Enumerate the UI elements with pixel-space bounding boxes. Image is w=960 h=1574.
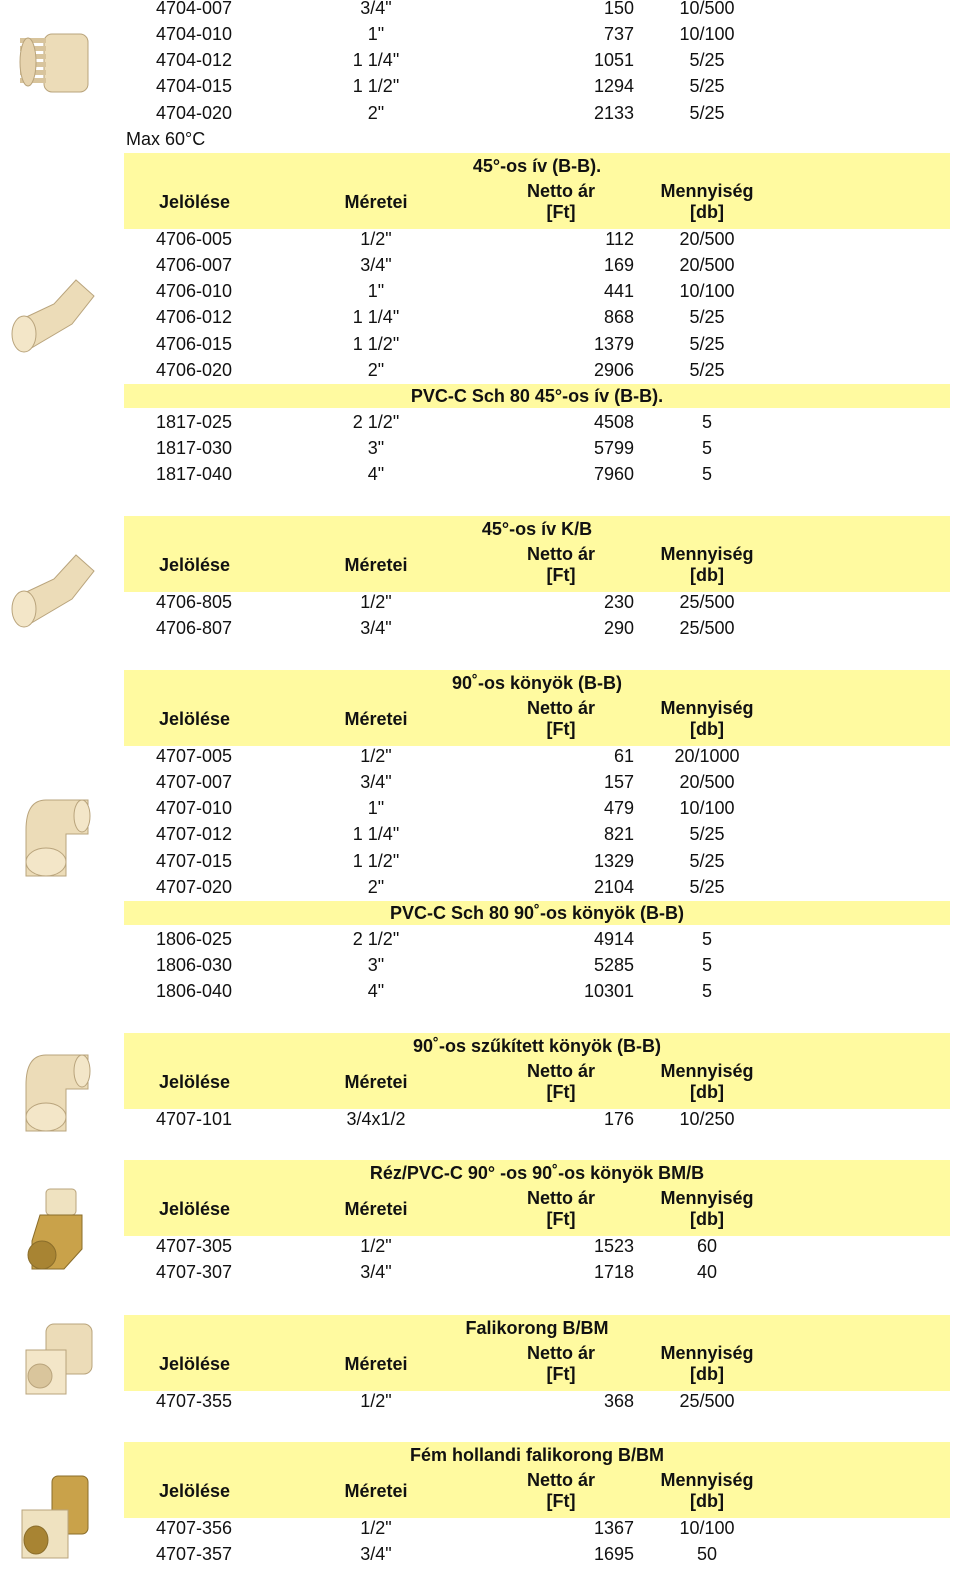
item-code: 1806-030 — [156, 955, 233, 976]
header-quantity-line2: [db] — [690, 1491, 724, 1511]
item-size: 1 1/4" — [352, 824, 400, 845]
item-quantity: 25/500 — [679, 1391, 735, 1411]
column-header-row — [0, 1059, 960, 1107]
item-code: 4707-007 — [156, 772, 233, 793]
section-title-text: 90˚-os szűkített könyök (B-B) — [412, 1036, 662, 1056]
header-price-line1: Netto ár — [526, 544, 596, 564]
item-price: 290 — [603, 618, 634, 639]
item-quantity: 5 — [701, 464, 713, 485]
table-row — [0, 1541, 960, 1567]
header-price-line1: Netto ár — [526, 1188, 596, 1208]
header-code: Jelölése — [159, 1072, 231, 1092]
item-size: 1/2" — [360, 229, 392, 249]
header-price — [527, 698, 595, 740]
header-size: Méretei — [344, 1481, 408, 1501]
column-header-row — [0, 542, 960, 590]
table-row — [0, 795, 960, 821]
table-row — [0, 769, 960, 795]
header-price — [527, 1188, 595, 1230]
section-title-text: 45°-os ív (B-B). — [472, 156, 602, 176]
table-row — [0, 926, 960, 952]
header-size: Méretei — [344, 1072, 408, 1092]
table-row — [0, 278, 960, 304]
header-quantity — [660, 1343, 753, 1385]
header-quantity-line1: Mennyiség — [660, 1470, 754, 1490]
item-price: 1367 — [593, 1518, 634, 1538]
item-price: 1329 — [593, 850, 634, 871]
header-quantity — [660, 1061, 753, 1103]
header-price — [527, 1061, 595, 1103]
item-size: 3/4" — [360, 618, 392, 639]
table-row — [0, 978, 960, 1004]
header-quantity-line2: [db] — [690, 1209, 724, 1229]
item-price: 169 — [603, 255, 634, 276]
item-code: 4706-020 — [156, 359, 233, 380]
header-quantity-line1: Mennyiség — [660, 1343, 754, 1363]
item-code: 4707-357 — [156, 1544, 233, 1565]
header-price-line1: Netto ár — [526, 1061, 596, 1081]
item-quantity: 5 — [701, 438, 713, 459]
header-code: Jelölése — [159, 1199, 231, 1219]
table-row — [0, 743, 960, 769]
item-size: 1/2" — [360, 746, 392, 766]
item-size: 2" — [367, 359, 385, 380]
section-title — [124, 670, 950, 696]
header-quantity-line2: [db] — [690, 565, 724, 585]
header-quantity-line1: Mennyiség — [660, 1061, 754, 1081]
item-size: 1 1/4" — [352, 307, 400, 328]
header-quantity-line1: Mennyiség — [660, 544, 754, 564]
table-row — [0, 821, 960, 847]
header-price-line1: Netto ár — [526, 1343, 596, 1363]
header-size: Méretei — [344, 192, 408, 212]
item-size: 3" — [367, 955, 385, 976]
table-row — [0, 848, 960, 874]
item-code: 4704-012 — [156, 50, 233, 71]
item-size: 2 1/2" — [352, 412, 400, 433]
item-quantity: 5/25 — [689, 307, 725, 328]
item-price: 4914 — [593, 929, 634, 950]
item-code: 4706-805 — [156, 592, 233, 612]
item-price: 5799 — [593, 438, 634, 459]
table-row — [0, 21, 960, 47]
item-quantity: 50 — [696, 1544, 718, 1565]
header-size: Méretei — [344, 1199, 408, 1219]
table-row — [0, 73, 960, 99]
header-size: Méretei — [344, 555, 408, 575]
item-code: 4707-012 — [156, 824, 233, 845]
item-price: 441 — [603, 281, 634, 302]
table-row — [0, 1233, 960, 1259]
item-code: 4707-307 — [156, 1262, 233, 1283]
section-title-text: PVC-C Sch 80 45°-os ív (B-B). — [410, 385, 664, 406]
header-price-line2: [Ft] — [546, 1209, 576, 1229]
item-size: 2 1/2" — [352, 929, 400, 950]
table-row — [0, 615, 960, 641]
item-price: 4508 — [593, 412, 634, 433]
item-price: 1294 — [593, 76, 634, 97]
table-row — [0, 226, 960, 252]
item-price: 61 — [613, 746, 634, 766]
item-size: 4" — [367, 464, 385, 485]
section-subtitle — [124, 900, 950, 926]
item-price: 176 — [603, 1109, 634, 1129]
item-code: 4704-020 — [156, 102, 233, 123]
reducing-elbow-90-image — [6, 1045, 98, 1141]
item-code: 1806-025 — [156, 929, 233, 950]
item-code: 4707-355 — [156, 1391, 233, 1411]
item-price: 157 — [603, 772, 634, 793]
item-price: 112 — [605, 229, 634, 249]
item-size: 1 1/2" — [352, 850, 400, 871]
item-size: 1/2" — [360, 1391, 392, 1411]
item-price: 1523 — [593, 1236, 634, 1256]
section-subtitle — [124, 383, 950, 409]
elbow-90-image — [6, 790, 98, 886]
item-quantity: 5/25 — [689, 850, 725, 871]
section-title — [124, 516, 950, 542]
header-quantity-line1: Mennyiség — [660, 698, 754, 718]
item-size: 3/4" — [360, 1262, 392, 1283]
header-quantity-line2: [db] — [690, 1082, 724, 1102]
item-code: 4706-007 — [156, 255, 233, 276]
table-row — [0, 409, 960, 435]
elbow-45-kb-image — [6, 545, 98, 641]
header-price — [527, 1343, 595, 1385]
max-temperature-note: Max 60°C — [126, 129, 206, 149]
item-size: 1 1/4" — [352, 50, 400, 71]
item-quantity: 25/500 — [679, 592, 735, 612]
table-row — [0, 874, 960, 900]
table-row — [0, 1106, 960, 1132]
column-header-row — [0, 696, 960, 744]
column-header-row — [0, 179, 960, 227]
item-price: 2133 — [593, 102, 634, 123]
item-size: 1" — [367, 281, 385, 302]
column-header-row — [0, 1186, 960, 1234]
section-title-text: Fém hollandi falikorong B/BM — [409, 1445, 664, 1465]
header-quantity-line1: Mennyiség — [660, 1188, 754, 1208]
section-title-text: 90˚-os könyök (B-B) — [451, 673, 622, 693]
item-code: 4707-020 — [156, 876, 233, 897]
item-size: 3/4" — [360, 772, 392, 793]
item-quantity: 20/1000 — [674, 746, 740, 766]
item-size: 3/4" — [360, 0, 392, 18]
item-price: 479 — [603, 798, 634, 819]
item-quantity: 20/500 — [679, 255, 735, 276]
item-code: 4707-101 — [156, 1109, 233, 1129]
header-price-line2: [Ft] — [546, 1491, 576, 1511]
item-quantity: 40 — [696, 1262, 718, 1283]
header-code: Jelölése — [159, 709, 231, 729]
header-price-line2: [Ft] — [546, 1082, 576, 1102]
item-code: 4704-007 — [156, 0, 233, 18]
item-code: 4706-807 — [156, 618, 233, 639]
item-code: 4706-010 — [156, 281, 233, 302]
item-size: 3/4x1/2 — [346, 1109, 406, 1129]
header-quantity-line2: [db] — [690, 1364, 724, 1384]
item-quantity: 5 — [701, 412, 713, 433]
item-quantity: 60 — [696, 1236, 718, 1256]
item-price: 821 — [603, 824, 634, 845]
item-size: 2" — [367, 102, 385, 123]
item-quantity: 10/500 — [679, 0, 735, 18]
item-quantity: 5/25 — [689, 50, 725, 71]
table-row — [0, 47, 960, 73]
section-title-text: Falikorong B/BM — [465, 1318, 609, 1338]
item-quantity: 25/500 — [679, 618, 735, 639]
item-quantity: 5/25 — [689, 359, 725, 380]
table-row — [0, 357, 960, 383]
header-quantity — [660, 181, 753, 223]
item-price: 7960 — [593, 464, 634, 485]
table-row — [0, 331, 960, 357]
item-code: 1817-030 — [156, 438, 233, 459]
item-size: 4" — [367, 981, 385, 1002]
header-price — [527, 1470, 595, 1512]
item-quantity: 10/100 — [679, 1518, 735, 1538]
table-row — [0, 0, 960, 21]
section-title-text: PVC-C Sch 80 90˚-os könyök (B-B) — [389, 902, 685, 923]
column-header-row — [0, 1341, 960, 1389]
threaded-adapter-image — [6, 14, 98, 110]
item-size: 1/2" — [360, 592, 392, 612]
table-row — [0, 304, 960, 330]
item-size: 3" — [367, 438, 385, 459]
item-code: 4707-015 — [156, 850, 233, 871]
header-price-line2: [Ft] — [546, 719, 576, 739]
header-price-line1: Netto ár — [526, 698, 596, 718]
table-row — [0, 1388, 960, 1414]
column-header-row — [0, 1468, 960, 1516]
item-size: 1" — [367, 798, 385, 819]
item-quantity: 5/25 — [689, 102, 725, 123]
item-code: 4706-015 — [156, 333, 233, 354]
item-code: 4704-010 — [156, 24, 233, 45]
section-title-text: 45°-os ív K/B — [481, 519, 593, 539]
item-quantity: 5 — [701, 929, 713, 950]
item-price: 737 — [603, 24, 634, 45]
header-quantity-line2: [db] — [690, 202, 724, 222]
item-quantity: 5/25 — [689, 76, 725, 97]
item-code: 4706-005 — [156, 229, 233, 249]
item-size: 2" — [367, 876, 385, 897]
header-price-line2: [Ft] — [546, 1364, 576, 1384]
item-price: 1718 — [593, 1262, 634, 1283]
header-quantity — [660, 698, 753, 740]
item-code: 4707-356 — [156, 1518, 233, 1538]
item-size: 1/2" — [360, 1518, 392, 1538]
header-price-line2: [Ft] — [546, 565, 576, 585]
header-quantity — [660, 1188, 753, 1230]
header-price — [527, 544, 595, 586]
item-quantity: 5/25 — [689, 876, 725, 897]
table-row — [0, 435, 960, 461]
item-code: 4707-305 — [156, 1236, 233, 1256]
item-code: 1806-040 — [156, 981, 233, 1002]
item-code: 1817-040 — [156, 464, 233, 485]
item-price: 368 — [603, 1391, 634, 1411]
header-price-line1: Netto ár — [526, 1470, 596, 1490]
section-title — [124, 1315, 950, 1341]
header-quantity-line2: [db] — [690, 719, 724, 739]
item-quantity: 10/250 — [679, 1109, 735, 1129]
header-quantity — [660, 544, 753, 586]
section-title — [124, 153, 950, 179]
header-quantity-line1: Mennyiség — [660, 181, 754, 201]
item-price: 2104 — [593, 876, 634, 897]
item-size: 1" — [367, 24, 385, 45]
table-row — [0, 461, 960, 487]
item-quantity: 5 — [701, 955, 713, 976]
wall-plate-elbow-image — [6, 1310, 98, 1406]
item-price: 1051 — [593, 50, 634, 71]
item-price: 230 — [603, 592, 634, 612]
item-price: 1695 — [593, 1544, 634, 1565]
table-row — [0, 1515, 960, 1541]
header-size: Méretei — [344, 1354, 408, 1374]
section-title — [124, 1442, 950, 1468]
header-quantity — [660, 1470, 753, 1512]
header-size: Méretei — [344, 709, 408, 729]
item-code: 4704-015 — [156, 76, 233, 97]
header-code: Jelölése — [159, 192, 231, 212]
header-code: Jelölése — [159, 1354, 231, 1374]
table-row — [0, 1259, 960, 1285]
item-size: 1 1/2" — [352, 333, 400, 354]
header-code: Jelölése — [159, 1481, 231, 1501]
item-code: 4707-005 — [156, 746, 233, 766]
item-quantity: 5/25 — [689, 824, 725, 845]
section-title — [124, 1160, 950, 1186]
item-size: 1 1/2" — [352, 76, 400, 97]
item-price: 10301 — [583, 981, 634, 1002]
item-size: 3/4" — [360, 255, 392, 276]
table-row — [0, 952, 960, 978]
item-code: 1817-025 — [156, 412, 233, 433]
header-code: Jelölése — [159, 555, 231, 575]
table-row — [0, 100, 960, 126]
item-size: 1/2" — [360, 1236, 392, 1256]
table-row — [0, 252, 960, 278]
item-code: 4706-012 — [156, 307, 233, 328]
section-title-text: Réz/PVC-C 90° -os 90˚-os könyök BM/B — [369, 1163, 705, 1183]
item-quantity: 10/100 — [679, 281, 735, 302]
header-price-line2: [Ft] — [546, 202, 576, 222]
item-quantity: 20/500 — [679, 229, 735, 249]
item-quantity: 20/500 — [679, 772, 735, 793]
brass-elbow-image — [6, 1185, 98, 1281]
table-row — [0, 589, 960, 615]
item-price: 1379 — [593, 333, 634, 354]
item-quantity: 10/100 — [679, 798, 735, 819]
header-price — [527, 181, 595, 223]
item-quantity: 5/25 — [689, 333, 725, 354]
section-title — [124, 1033, 950, 1059]
header-price-line1: Netto ár — [526, 181, 596, 201]
item-size: 3/4" — [360, 1544, 392, 1565]
item-quantity: 10/100 — [679, 24, 735, 45]
item-code: 4707-010 — [156, 798, 233, 819]
elbow-45-image — [6, 270, 98, 366]
item-price: 2906 — [593, 359, 634, 380]
item-quantity: 5 — [701, 981, 713, 1002]
item-price: 150 — [603, 0, 634, 18]
item-price: 868 — [603, 307, 634, 328]
item-price: 5285 — [593, 955, 634, 976]
metal-union-wall-plate-image — [6, 1470, 98, 1566]
